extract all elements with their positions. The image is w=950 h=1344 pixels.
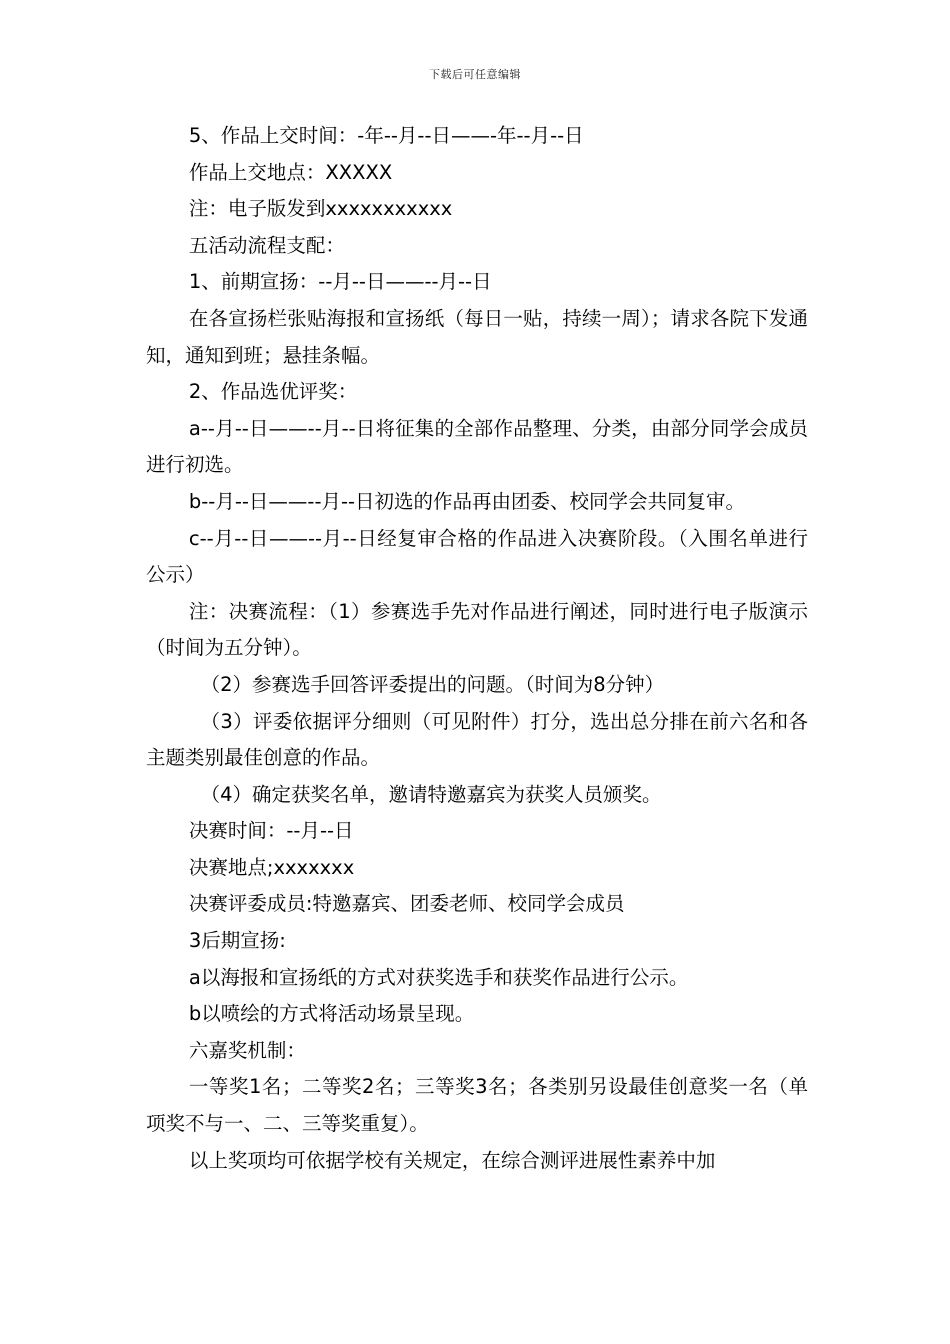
section-heading-activity-flow: 五活动流程支配： bbox=[188, 233, 345, 257]
paragraph-final-location: 决赛地点;xxxxxxx bbox=[188, 855, 355, 879]
paragraph-early-promotion: 1、前期宣扬：--月--日——--月--日 bbox=[188, 270, 492, 294]
paragraph-late-b: b以喷绘的方式将活动场景呈现。 bbox=[188, 1002, 475, 1026]
paragraph-step-a: a--月--日——--月--日将征集的全部作品整理、分类，由部分同学会成员进行初选。 bbox=[146, 416, 808, 477]
paragraph-final-step-3: （3）评委依据评分细则（可见附件）打分，选出总分排在前六名和各主题类别最佳创意的作品。 bbox=[146, 709, 808, 770]
page-header-note: 下载后可任意编辑 bbox=[429, 68, 521, 81]
paragraph-final-step-4: （4）确定获奖名单，邀请特邀嘉宾为获奖人员颁奖。 bbox=[200, 782, 662, 806]
paragraph-judges: 决赛评委成员:特邀嘉宾、团委老师、校同学会成员 bbox=[188, 892, 625, 916]
paragraph-award-counts: 一等奖1名；二等奖2名；三等奖3名；各类别另设最佳创意奖一名（单项奖不与一、二、三等奖重复）。 bbox=[146, 1075, 808, 1136]
paragraph-final-flow: 注：决赛流程：（1）参赛选手先对作品进行阐述，同时进行电子版演示（时间为五分钟）。 bbox=[146, 599, 808, 660]
paragraph-step-b: b--月--日——--月--日初选的作品再由团委、校同学会共同复审。 bbox=[188, 489, 746, 513]
paragraph-electronic-note: 注：电子版发到xxxxxxxxxxx bbox=[188, 197, 453, 221]
paragraph-poster-description: 在各宣扬栏张贴海报和宣扬纸（每日一贴，持续一周）；请求各院下发通知，通知到班；悬挂条幅。 bbox=[146, 306, 808, 367]
paragraph-final-time: 决赛时间：--月--日 bbox=[188, 819, 354, 843]
paragraph-late-a: a以海报和宣扬纸的方式对获奖选手和获奖作品进行公示。 bbox=[188, 965, 689, 989]
paragraph-step-c: c--月--日——--月--日经复审合格的作品进入决赛阶段。（入围名单进行公示） bbox=[146, 526, 808, 587]
paragraph-award-note: 以上奖项均可依据学校有关规定，在综合测评进展性素养中加 bbox=[188, 1148, 716, 1172]
paragraph-late-promotion: 3后期宣扬: bbox=[188, 929, 286, 953]
section-heading-awards: 六嘉奖机制： bbox=[188, 1038, 306, 1062]
paragraph-submission-location: 作品上交地点：XXXXX bbox=[188, 160, 393, 184]
paragraph-selection-heading: 2、作品选优评奖： bbox=[188, 380, 358, 404]
document-body bbox=[146, 118, 808, 1179]
paragraph-final-step-2: （2）参赛选手回答评委提出的问题。（时间为8分钟） bbox=[200, 672, 665, 696]
paragraph-submission-time: 5、作品上交时间：-年--月--日——-年--月--日 bbox=[188, 124, 584, 147]
